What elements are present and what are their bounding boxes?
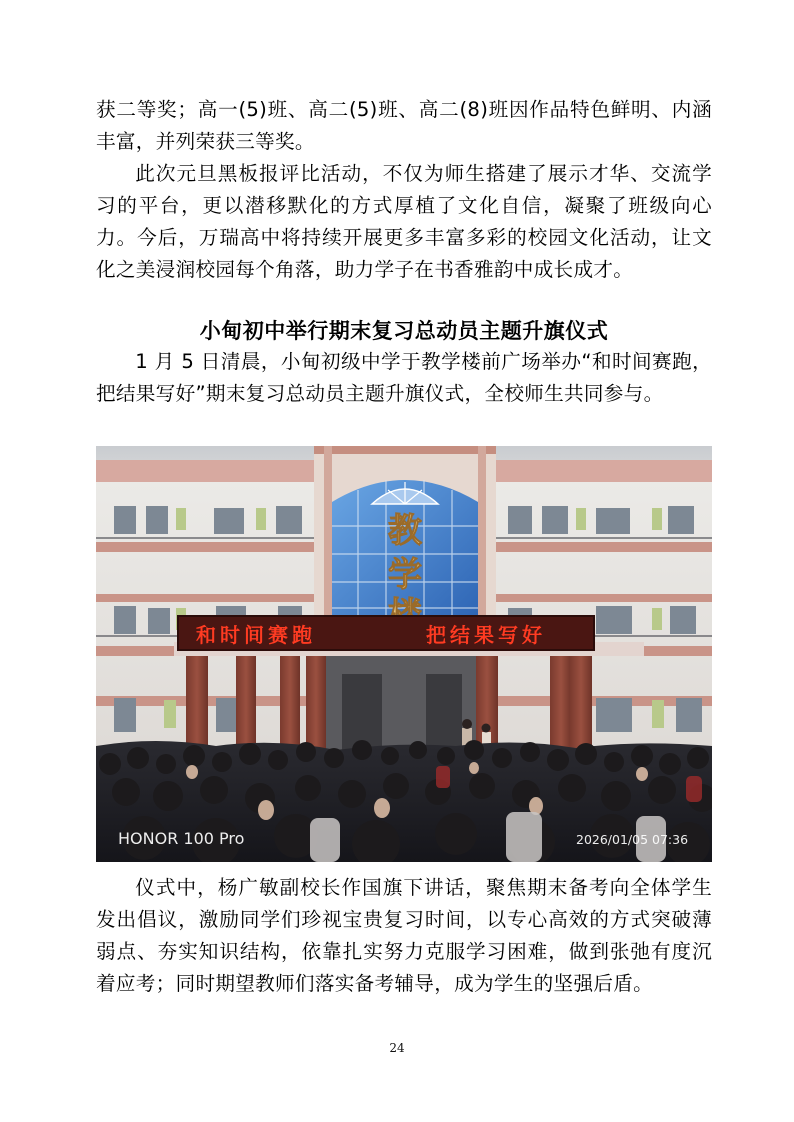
photo-timestamp: 2026/01/05 07:36	[576, 832, 689, 847]
banner-left-text: 和时间赛跑	[196, 623, 316, 647]
ceremony-photo	[96, 446, 712, 862]
camera-watermark: HONOR 100 Pro	[118, 829, 245, 848]
building-sign-char-2: 学	[388, 555, 422, 595]
paragraph-awards-continued: 获二等奖；高一(5)班、高二(5)班、高二(8)班因作品特色鲜明、内涵丰富，并列荣获三等奖。	[96, 98, 712, 153]
section-heading: 小甸初中举行期末复习总动员主题升旗仪式	[199, 319, 609, 343]
banner-right-text: 把结果写好	[426, 623, 546, 647]
paragraph-ceremony-intro: 1 月 5 日清晨，小甸初级中学于教学楼前广场举办“和时间赛跑，把结果写好”期末复习总动员主题升旗仪式，全校师生共同参与。	[96, 350, 712, 405]
building-sign-char-1: 教	[388, 511, 422, 551]
page-number: 24	[389, 1041, 405, 1055]
paragraph-ceremony-speech: 仪式中，杨广敏副校长作国旗下讲话，聚焦期末备考向全体学生发出倡议，激励同学们珍视宝贵复习时间，以专心高效的方式突破薄弱点、夯实知识结构，依靠扎实努力克服学习困难，做到张弛有度沉着应考；同时期望教师们落实备考辅导，成为学生的坚强后盾。	[96, 876, 712, 995]
paragraph-activity-summary: 此次元旦黑板报评比活动，不仅为师生搭建了展示才华、交流学习的平台，更以潜移默化的方式厚植了文化自信，凝聚了班级向心力。今后，万瑞高中将持续开展更多丰富多彩的校园文化活动，让文化之美浸润校园每个角落，助力学子在书香雅韵中成长成才。	[96, 162, 712, 281]
ceremony-photo-drawing	[96, 446, 712, 862]
